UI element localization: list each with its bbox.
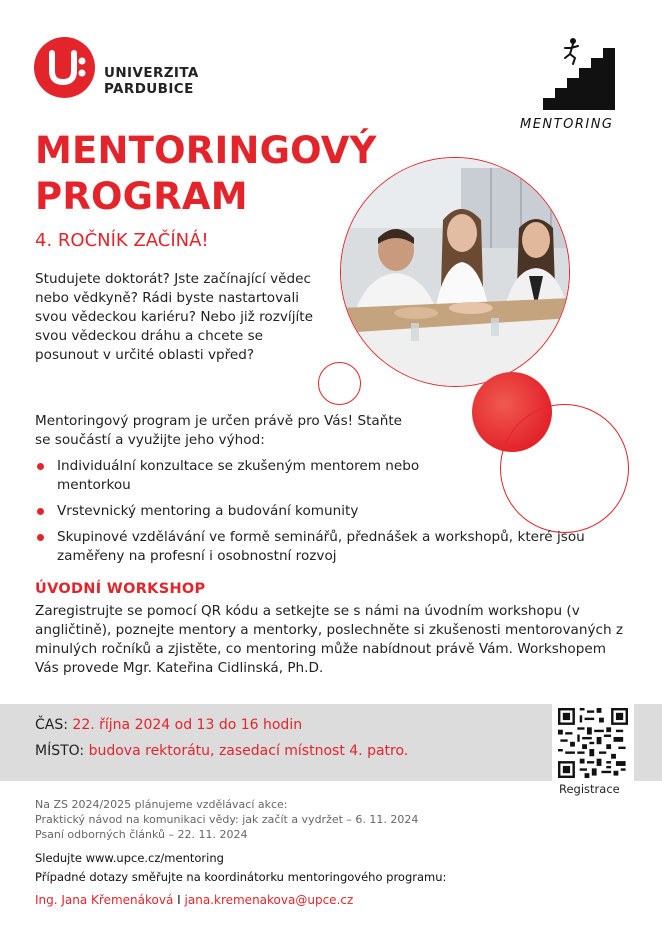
planned-item: Psaní odborných článků – 22. 11. 2024 [35,828,248,841]
page-title [35,128,377,220]
event-place [35,743,408,759]
contact-email-link[interactable]: jana.kremenakova@upce.cz [184,893,354,907]
place-value: budova rektorátu, zasedací místnost 4. patro. [88,743,409,759]
benefit-text: Vrstevnický mentoring a budování komunity [57,503,359,519]
contact-separator: I [177,893,181,907]
contact-name: Ing. Jana Křemenáková [35,893,174,907]
benefit-item [35,528,587,566]
page-subtitle: 4. ROČNÍK ZAČÍNÁ! [35,230,209,251]
planned-item: Praktický návod na komunikaci vědy: jak začít a vydržet – 6. 11. 2024 [35,813,419,826]
university-name-line1: UNIVERZITA [104,65,199,81]
event-time [35,717,302,733]
workshop-heading: ÚVODNÍ WORKSHOP [35,581,206,597]
registration-qr[interactable] [552,703,634,782]
benefits-list [35,457,595,573]
bullet-icon [37,534,44,541]
benefit-text: Individuální konzultace se zkušeným mentorem nebo mentorkou [57,458,420,493]
contact-line [35,893,353,907]
intro-paragraph: Studujete doktorát? Jste začínající vědec nebo vědkyně? Rádi byste nastartovali svou vědeckou kariéru? Nebo již rozvíjíte svou vědeckou dráhu a chcete se posunout v určité oblasti vpřed? [35,271,313,363]
bullet-icon [37,463,44,470]
questions-text: Případné dotazy směřujte na koordinátorku mentoringového programu: [35,870,447,884]
follow-link[interactable]: Sledujte www.upce.cz/mentoring [35,851,224,865]
benefit-text: Skupinové vzdělávání ve formě seminářů, přednášek a workshopů, které jsou zaměřeny na profesní i osobnostní rozvoj [57,529,585,564]
university-u-icon [34,37,95,98]
page-title-line1: MENTORINGOVÝ [35,129,377,172]
place-label: MÍSTO: [35,743,85,759]
time-value: 22. října 2024 od 13 do 16 hodin [72,717,303,733]
benefit-item [35,457,427,495]
team-photo-illustration [341,158,570,387]
workshop-text: Zaregistrujte se pomocí QR kódu a setkejte se s námi na úvodním workshopu (v angličtině), poznejte mentory a mentorky, poslechněte si zkušenosti mentorovaných z minulých ročníků a zjistěte, co mentoring může nabídnout právě Vám. Workshopem Vás provede Mgr. Kateřina Cidlinská, Ph.D. [35,603,624,676]
time-label: ČAS: [35,717,68,733]
page-title-line2: PROGRAM [35,175,248,218]
team-photo [340,157,570,387]
planned-lead: Na ZS 2024/2025 plánujeme vzdělávací akce: [35,798,288,811]
benefits-lead: Mentoringový program je určen právě pro Vás! Staňte se součástí a využijte jeho výhod: [35,413,403,448]
decor-ring-small [318,362,361,405]
stairs-climber-icon [543,36,615,110]
bullet-icon [37,508,44,515]
registration-label: Registrace [559,782,620,796]
qr-code-icon [558,708,628,778]
mentoring-logo-label: MENTORING [520,117,614,132]
university-name [104,65,199,97]
benefit-item [35,502,595,521]
university-name-line2: PARDUBICE [104,81,194,97]
